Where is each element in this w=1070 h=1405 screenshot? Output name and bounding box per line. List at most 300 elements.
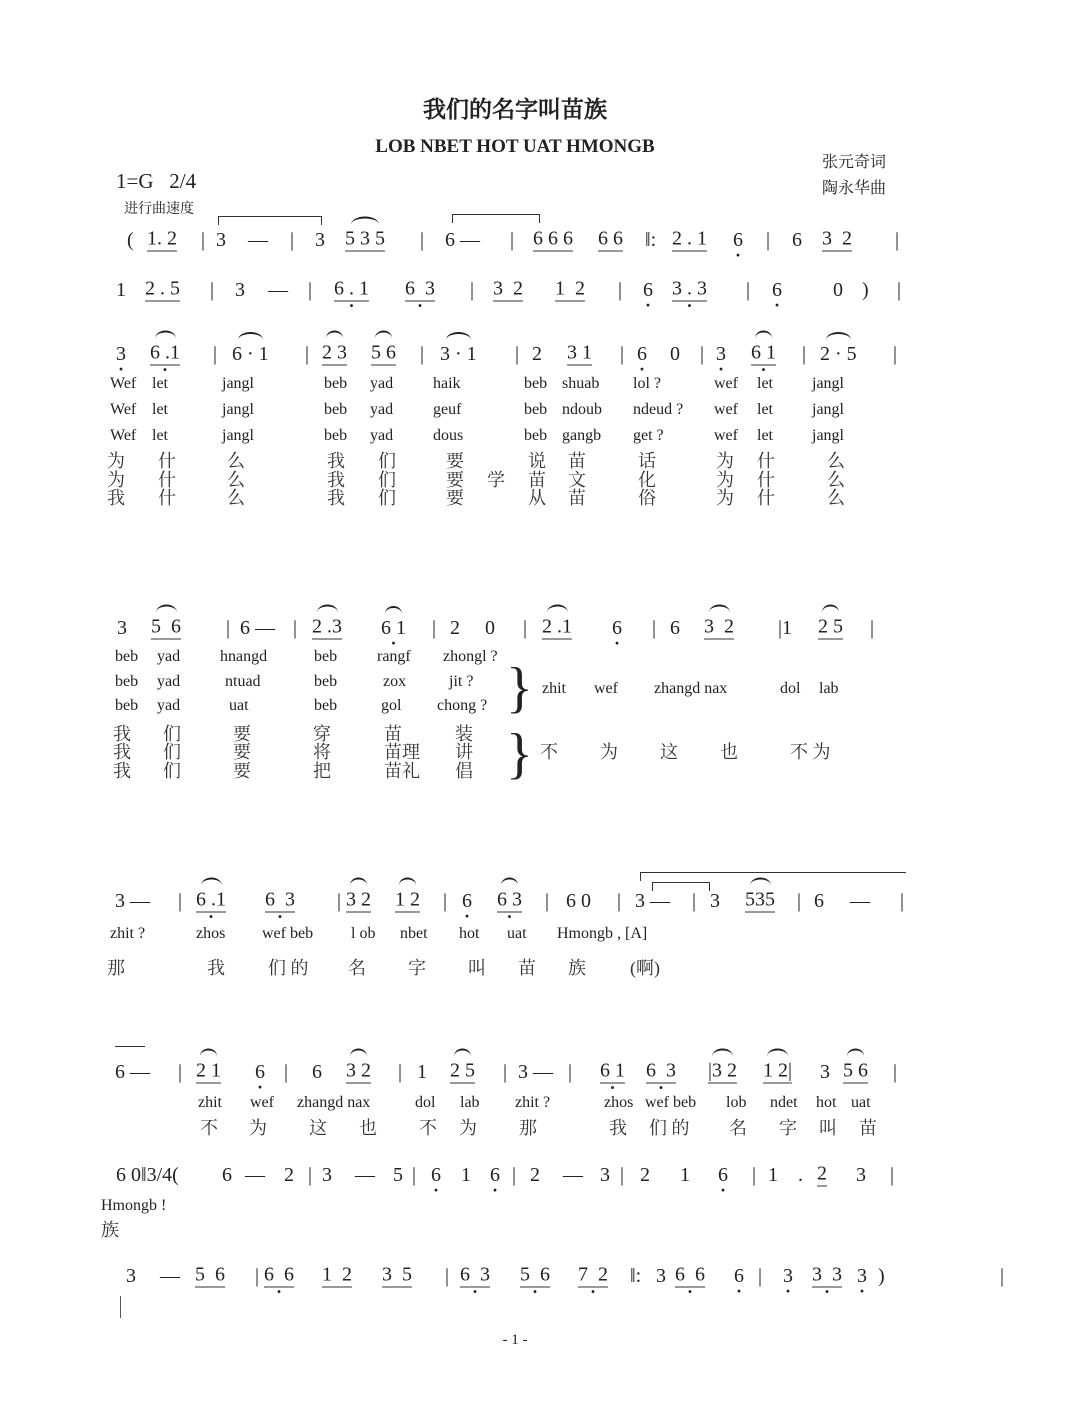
lyric-hmong: beb xyxy=(314,648,338,665)
barline: | xyxy=(618,279,623,301)
note-group: 1 2| xyxy=(763,1059,793,1082)
barline: | xyxy=(890,1164,895,1186)
barline: | xyxy=(178,890,183,912)
lyric-chinese: 为 xyxy=(600,742,618,762)
barline: | xyxy=(620,1164,625,1186)
note-group: 3 xyxy=(216,229,226,251)
barline: | xyxy=(445,1265,450,1287)
note-group: 6 1 · xyxy=(381,618,406,638)
lyric-hmong: jangl xyxy=(222,427,254,444)
note-group: 6 xyxy=(814,890,824,912)
note-group: 1 2 xyxy=(395,888,420,911)
lyric-chinese: 文 xyxy=(568,470,586,490)
lyric-chinese: 什 xyxy=(757,470,775,490)
barline: | xyxy=(398,1061,403,1083)
note-group: 2 . 1 xyxy=(672,227,707,250)
barline: | xyxy=(523,617,528,639)
lyric-hmong: beb xyxy=(115,648,139,665)
note-sustain: 3 — xyxy=(518,1061,553,1083)
note-group: 2 .3 xyxy=(312,615,342,638)
note-group: 6 .1 · xyxy=(196,890,226,913)
note-group: 3 · 1 xyxy=(440,343,477,365)
lyric-chinese: 为 xyxy=(716,451,734,471)
barline: | xyxy=(893,343,898,365)
composer-credit: 陶永华曲 xyxy=(822,180,887,197)
lyric-chinese: 什 xyxy=(158,488,176,508)
lyric-hmong: beb xyxy=(115,673,139,690)
note-sustain: — xyxy=(160,1265,180,1287)
note-group: 5 6 xyxy=(843,1059,868,1082)
lyric-hmong: nbet xyxy=(400,925,428,942)
note-group: 535 xyxy=(745,888,775,911)
brace: } xyxy=(506,723,533,785)
note-group: 6 3 · xyxy=(405,279,435,302)
barline: ‖: xyxy=(630,1265,642,1287)
barline: | xyxy=(870,617,875,639)
lyric-chinese: 那 xyxy=(107,958,125,978)
note-group: 3 · xyxy=(857,1266,867,1286)
note-group: ) xyxy=(878,1265,885,1287)
lyric-hmong: let xyxy=(757,375,773,392)
lyric-hmong: zhit xyxy=(542,680,566,697)
note-group: 6 xyxy=(792,229,802,251)
note-group: . xyxy=(798,1164,803,1186)
lyric-hmong: dous xyxy=(433,427,464,444)
note-group: 6 · xyxy=(718,1165,728,1185)
lyric-hmong: let xyxy=(757,427,773,444)
lyric-chinese: 不 xyxy=(540,742,558,762)
barline: | xyxy=(178,1061,183,1083)
note-group: 2 xyxy=(640,1164,650,1186)
note-group: 5 3 5 xyxy=(345,227,385,250)
lyric-chinese: 讲 xyxy=(455,742,473,762)
lyric-chinese: 我 xyxy=(327,451,345,471)
note-group: ( xyxy=(127,229,134,251)
note-group: 2 xyxy=(284,1164,294,1186)
note-group: 1 xyxy=(768,1164,778,1186)
note-group: 0 xyxy=(485,617,495,639)
note-group: 6 · xyxy=(462,891,472,911)
lyric-chinese: 要 xyxy=(233,761,251,781)
barline: | xyxy=(213,343,218,365)
lyric-hmong: let xyxy=(757,401,773,418)
lyric-hmong: jangl xyxy=(812,427,844,444)
lyric-hmong: lab xyxy=(819,680,839,697)
note-group: 1 2 xyxy=(322,1263,352,1286)
lyric-hmong: Hmongb ! xyxy=(101,1197,167,1214)
lyric-hmong: chong ? xyxy=(437,697,488,714)
note-group: 3 xyxy=(600,1164,610,1186)
lyric-chinese: 什 xyxy=(158,470,176,490)
lyric-hmong: uat xyxy=(851,1094,871,1111)
lyric-chinese: 么 xyxy=(827,451,845,471)
tempo-marking: 进行曲速度 xyxy=(124,202,194,217)
lyric-chinese: 们 xyxy=(378,470,396,490)
lyric-chinese: (啊) xyxy=(630,958,660,978)
barline: | xyxy=(802,343,807,365)
lyric-chinese: 么 xyxy=(227,470,245,490)
lyric-chinese: 要 xyxy=(446,488,464,508)
lyric-chinese: 把 xyxy=(313,761,331,781)
lyric-hmong: jit ? xyxy=(449,673,474,690)
lyric-hmong: lab xyxy=(460,1094,480,1111)
note-group: 5 6 xyxy=(195,1263,225,1286)
lyric-chinese: 要 xyxy=(233,724,251,744)
lyric-chinese: 苗礼 xyxy=(384,761,420,781)
note-group: 3 2 xyxy=(346,888,371,911)
lyric-hmong: beb xyxy=(314,697,338,714)
lyric-chinese: 我 xyxy=(609,1118,627,1138)
lyric-chinese: 也 xyxy=(359,1118,377,1138)
lyric-hmong: gangb xyxy=(562,427,602,444)
lyric-hmong: wef xyxy=(714,375,738,392)
note-group: 3 xyxy=(322,1164,332,1186)
barline: | xyxy=(443,890,448,912)
lyric-hmong: yad xyxy=(370,375,394,392)
tie-bracket xyxy=(115,1046,145,1055)
note-group: 2 · 5 xyxy=(820,343,857,365)
barline: | xyxy=(293,617,298,639)
lyric-hmong: jangl xyxy=(812,401,844,418)
lyric-hmong: Wef xyxy=(110,427,137,444)
lyric-hmong: jangl xyxy=(222,401,254,418)
lyric-chinese: 么 xyxy=(227,488,245,508)
lyric-hmong: beb xyxy=(324,427,348,444)
lyric-chinese: 么 xyxy=(227,451,245,471)
lyric-hmong: wef beb xyxy=(645,1094,697,1111)
note-sustain: — xyxy=(245,1164,265,1186)
lyric-chinese: 这 xyxy=(660,742,678,762)
note-group: 1 xyxy=(461,1164,471,1186)
note-group: |1 xyxy=(778,617,793,639)
barline: | xyxy=(617,890,622,912)
lyric-chinese: 们 xyxy=(163,742,181,762)
note-group: 3 xyxy=(710,890,720,912)
note-group: 6 · xyxy=(734,1266,744,1286)
lyric-hmong: lol ? xyxy=(633,375,661,392)
lyric-chinese: 装 xyxy=(455,724,473,744)
barline: | xyxy=(758,1265,763,1287)
song-title: 我们的名字叫苗族 xyxy=(423,96,607,123)
lyric-hmong: l ob xyxy=(351,925,376,942)
barline: | xyxy=(420,229,425,251)
lyric-chinese: 要 xyxy=(446,470,464,490)
lyric-hmong: wef xyxy=(250,1094,274,1111)
note-group: 6 · 1 xyxy=(232,343,269,365)
note-group: 6 1 · xyxy=(600,1061,625,1084)
lyric-chinese: 们 xyxy=(163,761,181,781)
lyric-hmong: get ? xyxy=(633,427,664,444)
note-group: 3 · xyxy=(716,344,726,364)
lyric-hmong: ndoub xyxy=(562,401,602,418)
lyric-chinese: 族 xyxy=(101,1220,119,1240)
lyric-hmong: hnangd xyxy=(220,648,268,665)
barline: | xyxy=(290,229,295,251)
lyric-chinese: 那 xyxy=(519,1118,537,1138)
note-group: 1 xyxy=(116,279,126,301)
tie-bracket xyxy=(218,216,322,225)
lyric-chinese: 说 xyxy=(528,451,546,471)
barline: | xyxy=(568,1061,573,1083)
note-group: 3 . 3 · xyxy=(672,279,707,302)
note-group: 6 xyxy=(312,1061,322,1083)
note-sustain: 6 — xyxy=(115,1061,150,1083)
lyric-hmong: wef xyxy=(714,427,738,444)
barline: | xyxy=(432,617,437,639)
barline: | xyxy=(503,1061,508,1083)
lyric-chinese: 名 xyxy=(348,958,366,978)
barline: | xyxy=(897,279,902,301)
lyric-hmong: Wef xyxy=(110,375,137,392)
note-group: 1 2 xyxy=(555,277,585,300)
note-group: 3 2 xyxy=(346,1059,371,1082)
barline: | xyxy=(700,343,705,365)
lyric-chinese: 们 的 xyxy=(268,958,309,978)
note-group: 7 2 · xyxy=(578,1265,608,1288)
lyric-chinese: 为 xyxy=(107,451,125,471)
note-sustain: — xyxy=(248,229,268,251)
note-group: 2 xyxy=(817,1162,827,1185)
lyric-hmong: Wef xyxy=(110,401,137,418)
barline: | xyxy=(210,279,215,301)
barline: | xyxy=(337,890,342,912)
lyric-chinese: 不 xyxy=(419,1118,437,1138)
note-sustain: 6 — xyxy=(445,229,480,251)
note-group: 2 3 xyxy=(322,341,347,364)
lyric-hmong: ndet xyxy=(770,1094,798,1111)
note-group: 6 · xyxy=(490,1165,500,1185)
lyric-chinese: 族 xyxy=(568,958,586,978)
lyricist-credit: 张元奇词 xyxy=(822,154,887,171)
lyric-hmong: hot xyxy=(816,1094,837,1111)
lyric-hmong: dol xyxy=(415,1094,436,1111)
lyric-hmong: haik xyxy=(433,375,461,392)
lyric-chinese: 们 xyxy=(378,488,396,508)
lyric-chinese: 从 xyxy=(528,488,546,508)
lyric-hmong: zhit xyxy=(198,1094,222,1111)
note-group: 3 · xyxy=(116,344,126,364)
barline: | xyxy=(255,1265,260,1287)
lyric-hmong: let xyxy=(152,427,168,444)
lyric-hmong: beb xyxy=(314,673,338,690)
note-group: 3 xyxy=(315,229,325,251)
note-group: 6 xyxy=(222,1164,232,1186)
barline: | xyxy=(515,343,520,365)
note-group: 3 2 xyxy=(493,277,523,300)
barline: | xyxy=(620,343,625,365)
lyric-chinese: 叫 xyxy=(819,1118,837,1138)
note-sustain: 6 — xyxy=(240,617,275,639)
barline: | xyxy=(1000,1265,1005,1287)
note-group: 6 3 · xyxy=(460,1265,490,1288)
barline: | xyxy=(692,890,697,912)
lyric-hmong: Hmongb , [A] xyxy=(557,925,648,942)
note-group: 3 xyxy=(126,1265,136,1287)
barline: | xyxy=(766,229,771,251)
lyric-hmong: zhangd nax xyxy=(297,1094,371,1111)
lyric-hmong: hot xyxy=(459,925,480,942)
lyric-hmong: let xyxy=(152,401,168,418)
barline: | xyxy=(412,1164,417,1186)
note-group: 6 · xyxy=(643,280,653,300)
lyric-chinese: 学 xyxy=(487,470,505,490)
note-group: 2 5 xyxy=(818,615,843,638)
note-group: ) xyxy=(862,279,869,301)
lyric-chinese: 们 xyxy=(378,451,396,471)
lyric-hmong: beb xyxy=(524,401,548,418)
note-group: 5 6 xyxy=(151,615,181,638)
barline: | xyxy=(420,343,425,365)
lyric-hmong: ntuad xyxy=(225,673,261,690)
lyric-chinese: 字 xyxy=(408,958,426,978)
lyric-chinese: 么 xyxy=(827,488,845,508)
note-group: 6 · xyxy=(255,1062,265,1082)
song-subtitle: LOB NBET HOT UAT HMONGB xyxy=(375,136,655,157)
note-group: 6 1 · xyxy=(751,343,776,366)
lyric-chinese: 我 xyxy=(113,742,131,762)
note-group: 6 · xyxy=(637,344,647,364)
lyric-hmong: uat xyxy=(229,697,249,714)
lyric-hmong: zox xyxy=(383,673,407,690)
lyric-chinese: 话 xyxy=(638,451,656,471)
barline: | xyxy=(893,1061,898,1083)
lyric-hmong: beb xyxy=(324,401,348,418)
lyric-hmong: dol xyxy=(780,680,801,697)
note-group: 6 .1 · xyxy=(150,343,180,366)
lyric-chinese: 苗 xyxy=(528,470,546,490)
brace: } xyxy=(506,657,533,719)
note-group: 3 5 xyxy=(382,1263,412,1286)
note-group: 2 xyxy=(530,1164,540,1186)
barline xyxy=(120,1296,121,1318)
note-sustain: — xyxy=(850,890,870,912)
lyric-chinese: 我 xyxy=(107,488,125,508)
lyric-hmong: rangf xyxy=(377,648,411,665)
lyric-chinese: 要 xyxy=(446,451,464,471)
note-group: 6 3 · xyxy=(646,1061,676,1084)
note-group: 1 xyxy=(417,1061,427,1083)
barline: | xyxy=(512,1164,517,1186)
barline: | xyxy=(308,1164,313,1186)
note-group: 3 xyxy=(656,1265,666,1287)
lyric-hmong: beb xyxy=(524,427,548,444)
note-sustain: 3 — xyxy=(115,890,150,912)
barline: ‖: xyxy=(645,229,657,251)
lyric-chinese: 为 xyxy=(716,470,734,490)
lyric-chinese: 我 xyxy=(207,958,225,978)
lyric-chinese: 我 xyxy=(113,724,131,744)
lyric-hmong: zhongl ? xyxy=(443,648,498,665)
lyric-hmong: zhos xyxy=(196,925,226,942)
lyric-hmong: beb xyxy=(115,697,139,714)
note-group: 1 xyxy=(680,1164,690,1186)
lyric-chinese: 苗 xyxy=(568,488,586,508)
barline: | xyxy=(305,343,310,365)
lyric-hmong: wef xyxy=(714,401,738,418)
note-group: 5 6 xyxy=(371,341,396,364)
lyric-chinese: 什 xyxy=(757,451,775,471)
tie-bracket xyxy=(640,872,906,881)
note-group: 3 3 · xyxy=(812,1265,842,1288)
note-group: 3 2 xyxy=(822,227,852,250)
lyric-hmong: zhit ? xyxy=(515,1094,551,1111)
lyric-chinese: 俗 xyxy=(638,488,656,508)
barline: | xyxy=(201,229,206,251)
lyric-chinese: 叫 xyxy=(468,958,486,978)
lyric-hmong: uat xyxy=(507,925,527,942)
lyric-hmong: yad xyxy=(370,401,394,418)
note-group: 1. 2 xyxy=(147,227,177,250)
lyric-hmong: ndeud ? xyxy=(633,401,684,418)
lyric-chinese: 我 xyxy=(327,488,345,508)
lyric-chinese: 苗 xyxy=(384,724,402,744)
note-group: 3 xyxy=(235,279,245,301)
key-time-signature: 1=G 2/4 xyxy=(116,169,197,193)
note-group: 2 . 5 xyxy=(145,277,180,300)
note-group: 6 6 · xyxy=(675,1265,705,1288)
note-group: 6 6 6 xyxy=(533,227,573,250)
note-group: 3 · xyxy=(783,1266,793,1286)
page-number: - 1 - xyxy=(502,1332,528,1348)
note-group: 0 xyxy=(670,343,680,365)
barline: | xyxy=(284,1061,289,1083)
barline: | xyxy=(652,617,657,639)
lyric-hmong: zhit ? xyxy=(110,925,146,942)
note-group: 6 · xyxy=(772,280,782,300)
lyric-hmong: wef xyxy=(594,680,618,697)
note-group: 6 xyxy=(670,617,680,639)
note-group: 6 0‖3/4( xyxy=(116,1164,179,1186)
lyric-chinese: 为 xyxy=(459,1118,477,1138)
barline: | xyxy=(470,279,475,301)
lyric-chinese: 苗 xyxy=(859,1118,877,1138)
lyric-chinese: 这 xyxy=(309,1118,327,1138)
lyric-hmong: jangl xyxy=(812,375,844,392)
note-group: 6 . 1 · xyxy=(334,279,369,302)
lyric-hmong: beb xyxy=(524,375,548,392)
lyric-chinese: 为 xyxy=(249,1118,267,1138)
note-group: 3 1 xyxy=(567,341,592,364)
lyric-hmong: yad xyxy=(370,427,394,444)
note-group: 6 0 xyxy=(566,890,591,912)
lyric-chinese: 要 xyxy=(233,742,251,762)
lyric-chinese: 不 为 xyxy=(790,742,831,762)
lyric-chinese: 字 xyxy=(779,1118,797,1138)
lyric-hmong: let xyxy=(152,375,168,392)
tie-bracket xyxy=(452,214,540,223)
barline: | xyxy=(746,279,751,301)
note-group: 6 3 · xyxy=(265,890,295,913)
note-group: 6 · xyxy=(733,230,743,250)
barline: | xyxy=(226,617,231,639)
lyric-hmong: yad xyxy=(157,648,181,665)
lyric-chinese: 为 xyxy=(107,470,125,490)
lyric-chinese: 们 的 xyxy=(649,1118,690,1138)
note-group: 2 xyxy=(450,617,460,639)
note-sustain: — xyxy=(355,1164,375,1186)
note-group: 6 6 xyxy=(598,227,623,250)
lyric-chinese: 名 xyxy=(729,1118,747,1138)
lyric-chinese: 苗 xyxy=(568,451,586,471)
note-sustain: — xyxy=(563,1164,583,1186)
lyric-chinese: 穿 xyxy=(313,724,331,744)
note-group: 5 xyxy=(393,1164,403,1186)
lyric-chinese: 化 xyxy=(638,470,656,490)
note-group: 3 xyxy=(820,1061,830,1083)
note-group: 6 · xyxy=(612,618,622,638)
lyric-hmong: zhos xyxy=(604,1094,634,1111)
lyric-chinese: 苗 xyxy=(518,958,536,978)
